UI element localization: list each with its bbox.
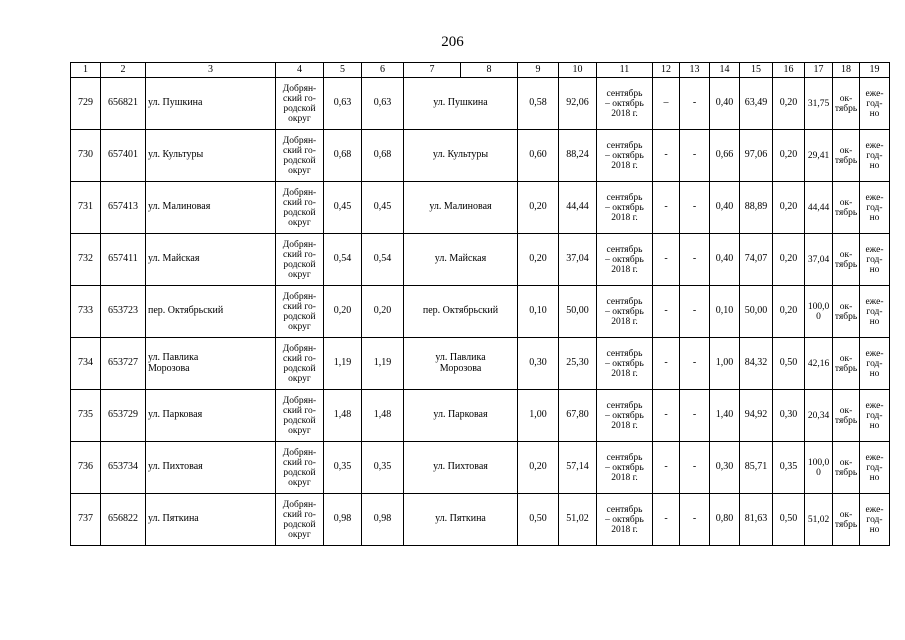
cell-c2: 653727 (101, 338, 146, 390)
cell-c1: 730 (71, 130, 101, 182)
cell-c1: 735 (71, 390, 101, 442)
cell-c2: 653723 (101, 286, 146, 338)
cell-c5: 1,19 (324, 338, 362, 390)
cell-c11: сентябрь – октябрь 2018 г. (597, 442, 653, 494)
cell-c4: Добрян- ский го- родской округ (276, 390, 324, 442)
cell-c14: 0,40 (710, 78, 740, 130)
column-number-cell: 3 (146, 63, 276, 78)
cell-c17: 20,34 (805, 390, 833, 442)
cell-c18: ок- тябрь (833, 182, 860, 234)
cell-c14: 0,10 (710, 286, 740, 338)
cell-c10: 25,30 (559, 338, 597, 390)
cell-c4: Добрян- ский го- родской округ (276, 130, 324, 182)
cell-c14: 1,00 (710, 338, 740, 390)
cell-c16: 0,35 (773, 442, 805, 494)
cell-c1: 732 (71, 234, 101, 286)
cell-c16: 0,50 (773, 494, 805, 546)
cell-c9: 0,20 (518, 182, 559, 234)
cell-c12: – (653, 78, 680, 130)
cell-c2: 653729 (101, 390, 146, 442)
cell-c12: - (653, 338, 680, 390)
cell-c17: 100,0 0 (805, 442, 833, 494)
cell-c1: 737 (71, 494, 101, 546)
cell-c5: 0,54 (324, 234, 362, 286)
cell-c15: 63,49 (740, 78, 773, 130)
cell-c12: - (653, 442, 680, 494)
cell-c13: - (680, 78, 710, 130)
cell-c3: ул. Пяткина (146, 494, 276, 546)
cell-c4: Добрян- ский го- родской округ (276, 78, 324, 130)
table-row (71, 390, 890, 442)
cell-c9: 0,60 (518, 130, 559, 182)
cell-c16: 0,20 (773, 130, 805, 182)
column-number-cell: 6 (362, 63, 404, 78)
cell-c7: ул. Парковая (404, 390, 518, 442)
cell-c19: еже- год- но (860, 182, 890, 234)
column-number-cell: 5 (324, 63, 362, 78)
cell-c13: - (680, 442, 710, 494)
table-row (71, 286, 890, 338)
register-table (70, 62, 890, 546)
cell-c3: ул. Малиновая (146, 182, 276, 234)
column-number-cell: 13 (680, 63, 710, 78)
cell-c10: 51,02 (559, 494, 597, 546)
table-row (71, 338, 890, 390)
cell-c7: ул. Малиновая (404, 182, 518, 234)
cell-c2: 657411 (101, 234, 146, 286)
cell-c3: пер. Октябрьский (146, 286, 276, 338)
cell-c3: ул. Майская (146, 234, 276, 286)
cell-c4: Добрян- ский го- родской округ (276, 182, 324, 234)
cell-c9: 1,00 (518, 390, 559, 442)
cell-c3: ул. Пихтовая (146, 442, 276, 494)
cell-c18: ок- тябрь (833, 286, 860, 338)
cell-c19: еже- год- но (860, 286, 890, 338)
column-number-cell: 11 (597, 63, 653, 78)
cell-c12: - (653, 182, 680, 234)
cell-c1: 731 (71, 182, 101, 234)
cell-c16: 0,20 (773, 234, 805, 286)
cell-c19: еже- год- но (860, 234, 890, 286)
cell-c9: 0,50 (518, 494, 559, 546)
cell-c11: сентябрь – октябрь 2018 г. (597, 234, 653, 286)
cell-c11: сентябрь – октябрь 2018 г. (597, 78, 653, 130)
cell-c12: - (653, 494, 680, 546)
cell-c19: еже- год- но (860, 130, 890, 182)
cell-c12: - (653, 286, 680, 338)
column-number-cell: 17 (805, 63, 833, 78)
cell-c3: ул. Культуры (146, 130, 276, 182)
cell-c7: ул. Пихтовая (404, 442, 518, 494)
cell-c15: 50,00 (740, 286, 773, 338)
cell-c9: 0,30 (518, 338, 559, 390)
cell-c11: сентябрь – октябрь 2018 г. (597, 390, 653, 442)
column-number-cell: 2 (101, 63, 146, 78)
cell-c4: Добрян- ский го- родской округ (276, 286, 324, 338)
cell-c2: 656821 (101, 78, 146, 130)
cell-c6: 1,19 (362, 338, 404, 390)
cell-c19: еже- год- но (860, 494, 890, 546)
cell-c4: Добрян- ский го- родской округ (276, 494, 324, 546)
cell-c6: 0,63 (362, 78, 404, 130)
cell-c7: ул. Павлика Морозова (404, 338, 518, 390)
cell-c10: 50,00 (559, 286, 597, 338)
column-number-cell: 19 (860, 63, 890, 78)
cell-c17: 42,16 (805, 338, 833, 390)
cell-c11: сентябрь – октябрь 2018 г. (597, 182, 653, 234)
cell-c4: Добрян- ский го- родской округ (276, 442, 324, 494)
cell-c2: 653734 (101, 442, 146, 494)
table-body (71, 63, 890, 546)
column-number-cell: 16 (773, 63, 805, 78)
cell-c12: - (653, 390, 680, 442)
cell-c19: еже- год- но (860, 78, 890, 130)
cell-c1: 734 (71, 338, 101, 390)
cell-c5: 0,20 (324, 286, 362, 338)
cell-c19: еже- год- но (860, 442, 890, 494)
cell-c14: 1,40 (710, 390, 740, 442)
cell-c2: 657401 (101, 130, 146, 182)
cell-c18: ок- тябрь (833, 442, 860, 494)
cell-c16: 0,50 (773, 338, 805, 390)
table-row (71, 234, 890, 286)
cell-c15: 97,06 (740, 130, 773, 182)
cell-c16: 0,20 (773, 182, 805, 234)
cell-c17: 31,75 (805, 78, 833, 130)
cell-c5: 0,63 (324, 78, 362, 130)
cell-c15: 74,07 (740, 234, 773, 286)
cell-c15: 84,32 (740, 338, 773, 390)
cell-c18: ок- тябрь (833, 390, 860, 442)
column-number-cell: 7 (404, 63, 461, 78)
cell-c3: ул. Павлика Морозова (146, 338, 276, 390)
cell-c1: 736 (71, 442, 101, 494)
cell-c9: 0,58 (518, 78, 559, 130)
cell-c19: еже- год- но (860, 338, 890, 390)
cell-c14: 0,80 (710, 494, 740, 546)
cell-c12: - (653, 130, 680, 182)
cell-c7: ул. Майская (404, 234, 518, 286)
cell-c17: 29,41 (805, 130, 833, 182)
cell-c14: 0,66 (710, 130, 740, 182)
cell-c11: сентябрь – октябрь 2018 г. (597, 338, 653, 390)
page-number: 206 (441, 34, 464, 50)
cell-c9: 0,10 (518, 286, 559, 338)
cell-c6: 0,20 (362, 286, 404, 338)
cell-c13: - (680, 130, 710, 182)
cell-c16: 0,30 (773, 390, 805, 442)
cell-c18: ок- тябрь (833, 338, 860, 390)
column-number-cell: 14 (710, 63, 740, 78)
cell-c6: 0,68 (362, 130, 404, 182)
cell-c4: Добрян- ский го- родской округ (276, 338, 324, 390)
column-number-cell: 18 (833, 63, 860, 78)
cell-c10: 88,24 (559, 130, 597, 182)
cell-c6: 0,98 (362, 494, 404, 546)
column-number-row (71, 63, 890, 78)
cell-c1: 729 (71, 78, 101, 130)
cell-c1: 733 (71, 286, 101, 338)
cell-c19: еже- год- но (860, 390, 890, 442)
cell-c17: 44,44 (805, 182, 833, 234)
cell-c10: 37,04 (559, 234, 597, 286)
cell-c11: сентябрь – октябрь 2018 г. (597, 286, 653, 338)
cell-c7: ул. Пушкина (404, 78, 518, 130)
cell-c17: 51,02 (805, 494, 833, 546)
cell-c9: 0,20 (518, 442, 559, 494)
cell-c2: 657413 (101, 182, 146, 234)
column-number-cell: 8 (461, 63, 518, 78)
cell-c17: 100,0 0 (805, 286, 833, 338)
cell-c13: - (680, 182, 710, 234)
cell-c10: 92,06 (559, 78, 597, 130)
cell-c13: - (680, 338, 710, 390)
column-number-cell: 12 (653, 63, 680, 78)
cell-c17: 37,04 (805, 234, 833, 286)
cell-c18: ок- тябрь (833, 130, 860, 182)
cell-c18: ок- тябрь (833, 234, 860, 286)
cell-c10: 44,44 (559, 182, 597, 234)
cell-c3: ул. Парковая (146, 390, 276, 442)
cell-c4: Добрян- ский го- родской округ (276, 234, 324, 286)
cell-c5: 0,35 (324, 442, 362, 494)
cell-c15: 88,89 (740, 182, 773, 234)
column-number-cell: 9 (518, 63, 559, 78)
cell-c13: - (680, 390, 710, 442)
cell-c6: 0,45 (362, 182, 404, 234)
cell-c13: - (680, 234, 710, 286)
cell-c16: 0,20 (773, 286, 805, 338)
cell-c18: ок- тябрь (833, 494, 860, 546)
cell-c10: 57,14 (559, 442, 597, 494)
cell-c7: ул. Пяткина (404, 494, 518, 546)
cell-c5: 0,68 (324, 130, 362, 182)
cell-c15: 94,92 (740, 390, 773, 442)
cell-c18: ок- тябрь (833, 78, 860, 130)
cell-c7: ул. Культуры (404, 130, 518, 182)
cell-c6: 0,35 (362, 442, 404, 494)
column-number-cell: 15 (740, 63, 773, 78)
cell-c5: 0,45 (324, 182, 362, 234)
cell-c14: 0,30 (710, 442, 740, 494)
cell-c5: 1,48 (324, 390, 362, 442)
cell-c15: 81,63 (740, 494, 773, 546)
table-row (71, 78, 890, 130)
cell-c10: 67,80 (559, 390, 597, 442)
cell-c2: 656822 (101, 494, 146, 546)
cell-c16: 0,20 (773, 78, 805, 130)
cell-c14: 0,40 (710, 182, 740, 234)
table-row (71, 182, 890, 234)
cell-c3: ул. Пушкина (146, 78, 276, 130)
cell-c12: - (653, 234, 680, 286)
cell-c11: сентябрь – октябрь 2018 г. (597, 494, 653, 546)
table-row (71, 494, 890, 546)
cell-c7: пер. Октябрьский (404, 286, 518, 338)
table-row (71, 130, 890, 182)
cell-c5: 0,98 (324, 494, 362, 546)
cell-c11: сентябрь – октябрь 2018 г. (597, 130, 653, 182)
column-number-cell: 4 (276, 63, 324, 78)
column-number-cell: 1 (71, 63, 101, 78)
cell-c9: 0,20 (518, 234, 559, 286)
cell-c6: 0,54 (362, 234, 404, 286)
cell-c6: 1,48 (362, 390, 404, 442)
cell-c13: - (680, 286, 710, 338)
cell-c14: 0,40 (710, 234, 740, 286)
cell-c13: - (680, 494, 710, 546)
table-row (71, 442, 890, 494)
column-number-cell: 10 (559, 63, 597, 78)
cell-c15: 85,71 (740, 442, 773, 494)
